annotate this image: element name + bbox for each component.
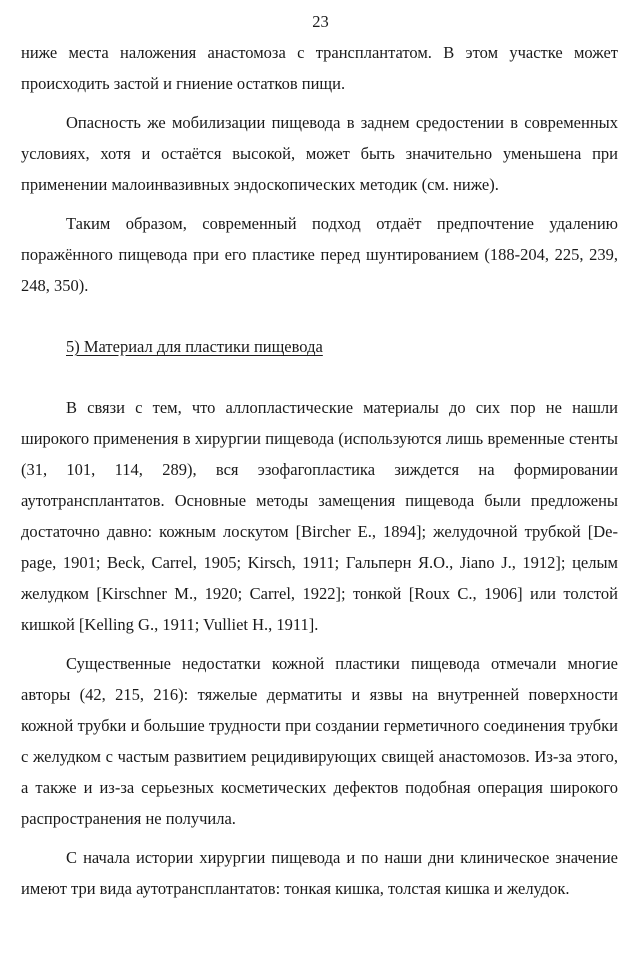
paragraph-skin-plasty: Существенные недостатки кожной пластики пищевода отмечали многие авторы (42, 215, 216): тяжелые дерматиты и язвы на внутренней поверхности кожной трубки и большие трудности при создании герметичного соединения трубки с желудком с частым развитием рецидивирующих свищей анастомозов. Из-за этого, а также и из-за серьезных косметических дефектов подобная операция широкого распространения не получила.: [21, 654, 618, 828]
page-number: 23: [312, 12, 329, 31]
section-heading: 5) Материал для пластики пищевода: [66, 337, 323, 356]
paragraph-continuation: ниже места наложения анастомоза с трансплантатом. В этом участке может происходить застой и гниение остатков пищи.: [21, 43, 618, 93]
paragraph-autotransplants: В связи с тем, что аллопластические материалы до сих пор не нашли широкого применения в хирургии пищевода (используются лишь временные стенты (31, 101, 114, 289), вся эзофагопластика зиждется на формировании аутотрансплантатов. Основные методы замещения пищевода были предложены достаточно давно: кожным лоскутом [Bircher E., 1894]; желудочной трубкой [De-page, 1901; Beck, Carrel, 1905; Kirsch, 1911; Гальперн Я.О., Jiano J., 1912]; целым желудком [Kirschner M., 1920; Carrel, 1922]; тонкой [Roux C., 1906] или толстой кишкой [Kelling G., 1911; Vulliet H., 1911].: [21, 398, 618, 634]
body-text: [21, 37, 618, 904]
paragraph-modern-approach: Таким образом, современный подход отдаёт предпочтение удалению поражённого пищевода при его пластике перед шунтированием (188-204, 225, 239, 248, 350).: [21, 214, 618, 295]
paragraph-three-types: С начала истории хирургии пищевода и по наши дни клиническое значение имеют три вида аутотрансплантатов: тонкая кишка, толстая кишка и желудок.: [21, 848, 618, 898]
paragraph-mobilization-risk: Опасность же мобилизации пищевода в заднем средостении в современных условиях, хотя и остаётся высокой, может быть значительно уменьшена при применении малоинвазивных эндоскопических методик (см. ниже).: [21, 113, 618, 194]
